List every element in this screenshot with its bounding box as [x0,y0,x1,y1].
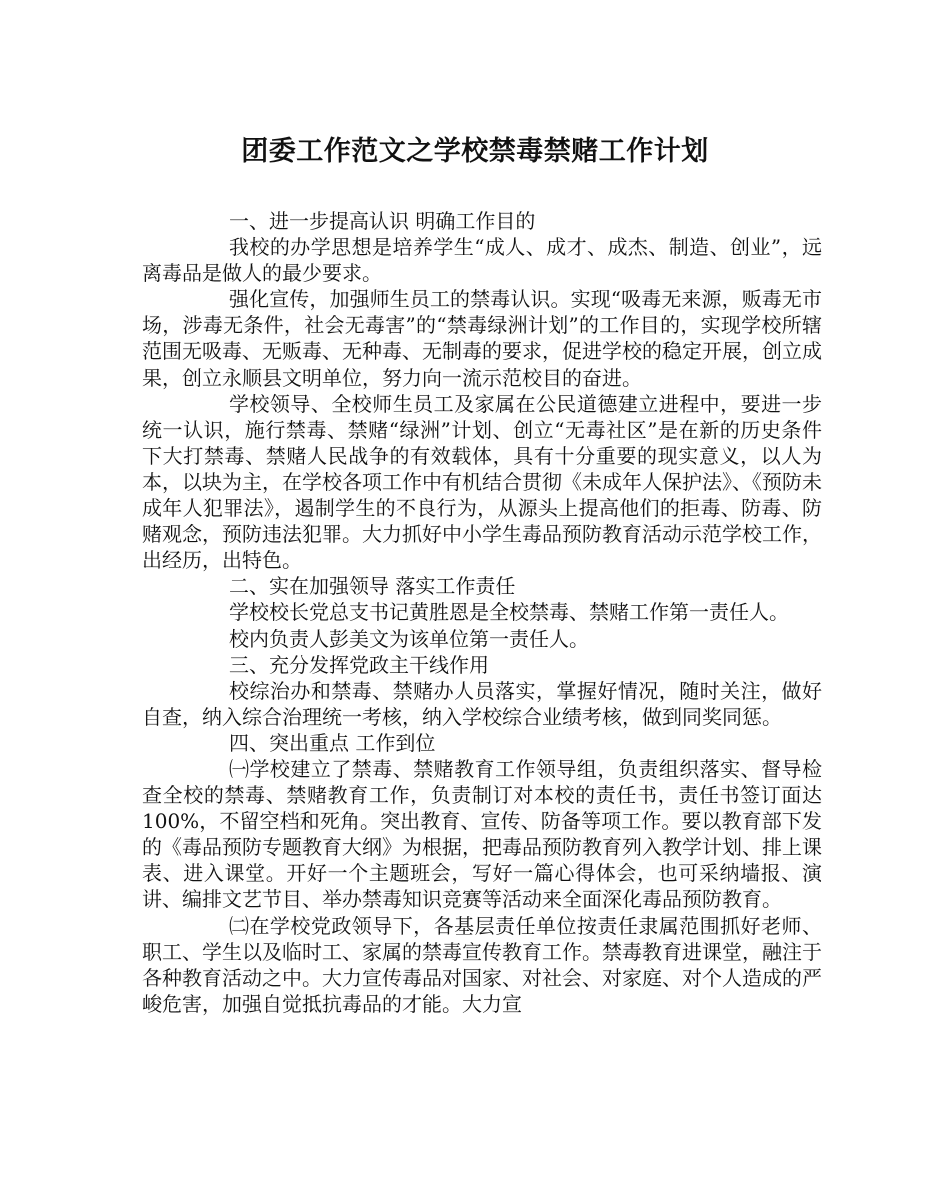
paragraph: 强化宣传，加强师生员工的禁毒认识。实现“吸毒无来源，贩毒无市场，涉毒无条件，社会无毒害”的“禁毒绿洲计划”的工作目的，实现学校所辖范围无吸毒、无贩毒、无种毒、无制毒的要求，促进学校的稳定开展，创立成果，创立永顺县文明单位，努力向一流示范校目的奋进。 [142,287,822,390]
section-heading-1: 一、进一步提高认识 明确工作目的 [229,209,536,233]
paragraph: 校综治办和禁毒、禁赌办人员落实，掌握好情况，随时关注，做好自查，纳入综合治理统一考核，纳入学校综合业绩考核，做到同奖同惩。 [142,678,822,729]
paragraph: 学校领导、全校师生员工及家属在公民道德建立进程中，要进一步统一认识，施行禁毒、禁赌“绿洲”计划、创立“无毒社区”是在新的历史条件下大打禁毒、禁赌人民战争的有效载体，具有十分重要的现实意义，以人为本，以块为主，在学校各项工作中有机结合贯彻《未成年人保护法》、《预防未成年人犯罪法》，遏制学生的不良行为，从源头上提高他们的拒毒、防毒、防赌观念，预防违法犯罪。大力抓好中小学生毒品预防教育活动示范学校工作，出经历，出特色。 [142,391,822,573]
paragraph: 校内负责人彭美文为该单位第一责任人。 [229,626,589,651]
section-heading-3: 三、充分发挥党政主干线作用 [229,652,489,677]
paragraph: 我校的办学思想是培养学生“成人、成才、成杰、制造、创业”，远离毒品是做人的最少要求。 [142,235,822,286]
document-title: 团委工作范文之学校禁毒禁赌工作计划 [241,136,709,167]
paragraph: ㈠学校建立了禁毒、禁赌教育工作领导组，负责组织落实、督导检查全校的禁毒、禁赌教育工作，负责制订对本校的责任书，责任书签订面达100%，不留空档和死角。突出教育、宣传、防备等项工作。要以教育部下发的《毒品预防专题教育大纲》为根据，把毒品预防教育列入教学计划、排上课表、进入课堂。开好一个主题班会，写好一篇心得体会，也可采纳墙报、演讲、编排文艺节目、举办禁毒知识竞赛等活动来全面深化毒品预防教育。 [142,756,822,912]
paragraph: ㈡在学校党政领导下，各基层责任单位按责任隶属范围抓好老师、职工、学生以及临时工、家属的禁毒宣传教育工作。禁毒教育进课堂，融注于各种教育活动之中。大力宣传毒品对国家、对社会、对家庭、对个人造成的严峻危害，加强自觉抵抗毒品的才能。大力宣 [142,913,822,1016]
section-heading-4: 四、突出重点 工作到位 [229,730,436,755]
paragraph: 学校校长党总支书记黄胜恩是全校禁毒、禁赌工作第一责任人。 [229,600,789,625]
document-body [142,208,822,1017]
section-heading-2: 二、实在加强领导 落实工作责任 [229,574,516,599]
